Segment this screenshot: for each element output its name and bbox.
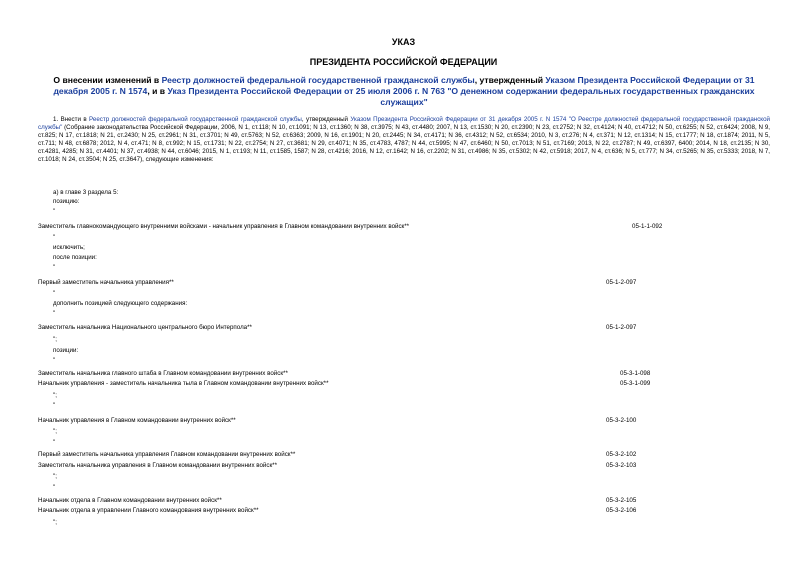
position-name: Первый заместитель начальника управления** <box>38 279 174 286</box>
position-name: Начальник управления в Главном командовании внутренних войск** <box>38 417 236 424</box>
label-add-position: дополнить позицией следующего содержания: <box>53 300 188 307</box>
position-name: Заместитель начальника управления в Главном командовании внутренних войск** <box>38 462 277 469</box>
quote-mark: " <box>53 310 56 317</box>
position-code: 05-3-2-102 <box>606 451 637 458</box>
position-code: 05-3-2-103 <box>606 462 637 469</box>
quote-mark: "; <box>53 428 57 435</box>
position-code: 05-3-1-099 <box>620 380 651 387</box>
issuer-heading: ПРЕЗИДЕНТА РОССИЙСКОЙ ФЕДЕРАЦИИ <box>309 57 498 67</box>
decree-heading: УКАЗ <box>391 37 416 47</box>
position-name: Начальник управления - заместитель начальника тыла в Главном командовании внутренних войск** <box>38 380 329 387</box>
quote-mark: " <box>53 208 56 215</box>
position-code: 05-3-1-098 <box>620 370 651 377</box>
quote-mark: "; <box>53 519 57 526</box>
link-decree-763[interactable]: Указ Президента Российской Федерации от 25 июля 2006 г. N 763 "О денежном содержании федеральных государственных гражданских служащих" <box>167 86 755 107</box>
quote-mark: "; <box>53 392 57 399</box>
position-name: Заместитель начальника Национального центрального бюро Интерпола** <box>38 324 252 331</box>
link-decree-1574-body[interactable]: Указом Президента Российской Федерации от 31 декабря 2005 г. N 1574 "О Реестре должностей федеральной государственной гражданской службы" <box>38 116 770 132</box>
quote-mark: " <box>53 439 56 446</box>
quote-mark: " <box>53 234 56 241</box>
link-decree-1574[interactable]: Указом Президента Российской Федерации от 31 декабря 2005 г. N 1574 <box>53 75 755 96</box>
position-code: 05-1-2-097 <box>606 324 637 331</box>
quote-mark: " <box>53 484 56 491</box>
position-name: Заместитель начальника главного штаба в Главном командовании внутренних войск** <box>38 370 288 377</box>
link-registry-body[interactable]: Реестр должностей федеральной государственной гражданской службы <box>89 116 302 123</box>
position-code: 05-3-2-106 <box>606 507 637 514</box>
label-position: позицию: <box>53 198 80 205</box>
position-name: Начальник отдела в Главном командовании внутренних войск** <box>38 497 222 504</box>
position-name: Заместитель главнокомандующего внутренними войсками - начальник управления в Главном командовании внутренних войск** <box>38 223 410 230</box>
quote-mark: "; <box>53 336 57 343</box>
position-name: Первый заместитель начальника управления Главном командовании внутренних войск** <box>38 451 296 458</box>
position-code: 05-1-1-092 <box>632 223 663 230</box>
quote-mark: " <box>53 357 56 364</box>
link-registry[interactable]: Реестр должностей федеральной государственной гражданской службы <box>161 75 475 85</box>
item-a: а) в главе 3 раздела 5: <box>53 189 119 196</box>
label-exclude: исключить; <box>53 244 85 251</box>
quote-mark: " <box>53 402 56 409</box>
position-code: 05-3-2-105 <box>606 497 637 504</box>
quote-mark: " <box>53 264 56 271</box>
position-name: Начальник отдела в управлении Главного командования внутренних войск** <box>38 507 259 514</box>
quote-mark: "; <box>53 473 57 480</box>
position-code: 05-1-2-097 <box>606 279 637 286</box>
quote-mark: " <box>53 290 56 297</box>
position-code: 05-3-2-100 <box>606 417 637 424</box>
label-after-position: после позиции: <box>53 254 97 261</box>
document-title: О внесении изменений в Реестр должностей федеральной государственной гражданской службы, утвержденный Указом Президента Российской Федерации от 31 декабря 2005 г. N 1574, и в Указ Президента Российской Федерации от 25 июля 2006 г. N 763 "О денежном содержании федеральных государственных гражданских служащих" <box>53 75 755 107</box>
label-positions: позиции: <box>53 347 79 354</box>
paragraph-1: 1. Внести в Реестр должностей федеральной государственной гражданской службы, утвержденный Указом Президента Российской Федерации от 31 декабря 2005 г. N 1574 "О Реестре должностей федеральной государственной гражданской службы" (Собрание законодательства Российской Федерации, 2006, N 1, ст.118; N 10, ст.1091; N 13, ст.1360; N 38, ст.3975; N 43, ст.4480; 2007, N 13, ст.1530; N 20, ст.2390; N 23, ст.2752; N 32, ст.4124; N 40, ст.4712; N 50, ст.6255; N 52, ст.6424; 2008, N 9, ст.825; N 17, ст.1818; N 21, ст.2430; N 25, ст.2961; N 31, ст.3701; N 49, ст.5763; N 52, ст.6363; 2009, N 16, ст.1901; N 20, ст.2445; N 34, ст.4171; N 36, ст.4312; N 52, ст.6534; 2010, N 3, ст.276; N 4, ст.371; N 12, ст.1314; N 15, ст.1777; N 18, ст.1874; 2011, N 5, ст.711; N 48, ст.6878; 2012, N 4, ст.471; N 8, ст.992; N 15, ст.1731; N 22, ст.2754; N 27, ст.3681; N 29, ст.4071; N 35, ст.4783, 4787; N 44, ст.5995; N 47, ст.6460; N 50, ст.7013; N 51, ст.7169; 2013, N 22, ст.2787; N 49, ст.6397, 6400; 2014, N 18, ст.2135; N 30, ст.4281, 4285; N 31, ст.4401; N 37, ст.4938; N 44, ст.6046; 2015, N 1, ст.193; N 11, ст.1585, 1587; N 28, ст.4216; 2016, N 12, ст.1642; N 16, ст.2202; N 31, ст.4986; N 35, ст.5302; N 42, ст.5918; 2017, N 4, ст.636; N 5, ст.777; N 34, ст.5265; N 35, ст.5333; 2018, N 7, ст.1018; N 24, ст.3504; N 25, ст.3647), следующие изменения: <box>38 116 770 164</box>
